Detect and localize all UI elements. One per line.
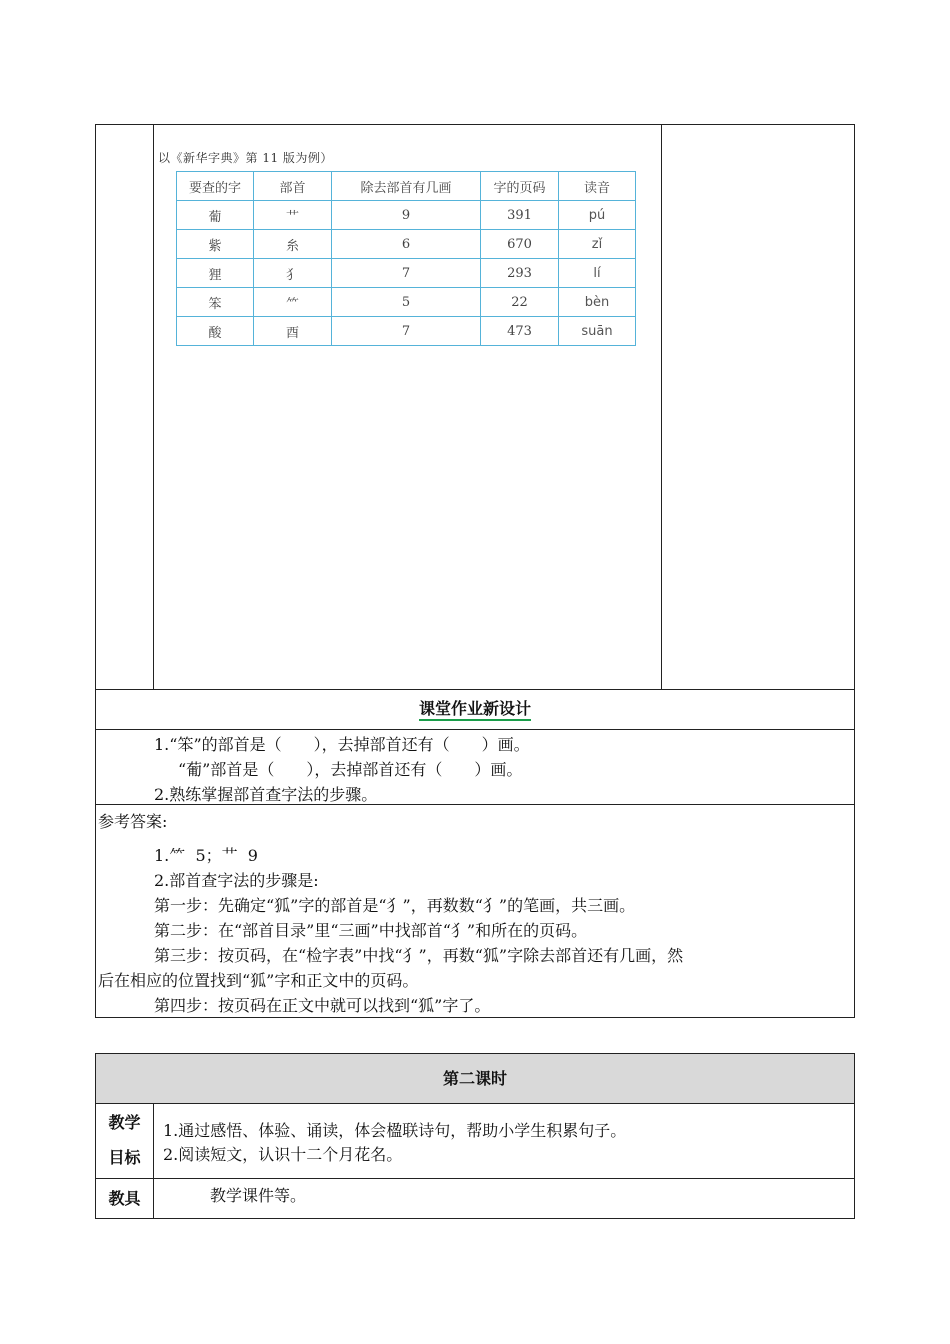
cell-char: 酸 — [177, 317, 254, 346]
dict-caption: 以《新华字典》第 11 版为例） — [158, 151, 333, 165]
table-row — [177, 230, 636, 259]
step-2: 第二步：在“部首目录”里“三画”中找部首“犭”和所在的页码。 — [154, 921, 588, 940]
goals-label-1: 教学 — [108, 1113, 141, 1132]
cell-char: 紫 — [177, 230, 254, 259]
tools-text: 教学课件等。 — [210, 1186, 307, 1205]
step-4: 第四步：按页码在正文中就可以找到“狐”字了。 — [154, 996, 491, 1015]
goal-2: 2.阅读短文，认识十二个月花名。 — [163, 1145, 403, 1164]
goal-1: 1.通过感悟、体验、诵读，体会楹联诗句，帮助小学生积累句子。 — [163, 1121, 627, 1140]
cell-page: 22 — [481, 288, 559, 317]
header-pinyin: 读音 — [559, 172, 636, 201]
cell-radical: ⺮ — [254, 288, 332, 317]
step-3b: 后在相应的位置找到“狐”字和正文中的页码。 — [98, 971, 419, 990]
cell-radical: 酉 — [254, 317, 332, 346]
cell-strokes: 7 — [332, 317, 481, 346]
cell-page: 293 — [481, 259, 559, 288]
cell-page: 391 — [481, 201, 559, 230]
table-row — [177, 259, 636, 288]
cell-radical: 艹 — [254, 201, 332, 230]
header-radical: 部首 — [254, 172, 332, 201]
cell-char: 狸 — [177, 259, 254, 288]
cell-pinyin: lí — [559, 259, 636, 288]
header-strokes: 除去部首有几画 — [332, 172, 481, 201]
cell-pinyin: bèn — [559, 288, 636, 317]
cell-radical: 糸 — [254, 230, 332, 259]
table-row — [177, 288, 636, 317]
table-row — [177, 317, 636, 346]
cell-pinyin: pú — [559, 201, 636, 230]
cell-char: 葡 — [177, 201, 254, 230]
step-3a: 第三步：按页码，在“检字表”中找“犭”，再数“狐”字除去部首还有几画，然 — [154, 946, 684, 965]
table-header-row — [177, 172, 636, 201]
table-row — [177, 201, 636, 230]
cell-strokes: 9 — [332, 201, 481, 230]
cell-radical: 犭 — [254, 259, 332, 288]
cell-pinyin: suān — [559, 317, 636, 346]
dictionary-lookup-table — [176, 171, 636, 346]
answer-2: 2.部首查字法的步骤是: — [154, 871, 319, 890]
question-1a: 1.“笨”的部首是（ ），去掉部首还有（ ）画。 — [154, 735, 530, 754]
answer-1: 1.⺮ 5；艹 9 — [154, 846, 258, 865]
cell-strokes: 5 — [332, 288, 481, 317]
cell-strokes: 6 — [332, 230, 481, 259]
homework-title: 课堂作业新设计 — [419, 699, 531, 721]
cell-strokes: 7 — [332, 259, 481, 288]
lesson2-title: 第二课时 — [442, 1069, 507, 1088]
tools-label: 教具 — [108, 1189, 141, 1208]
step-1: 第一步：先确定“狐”字的部首是“犭”，再数数“犭”的笔画，共三画。 — [154, 896, 636, 915]
cell-char: 笨 — [177, 288, 254, 317]
question-2: 2.熟练掌握部首查字法的步骤。 — [154, 785, 378, 804]
header-page: 字的页码 — [481, 172, 559, 201]
cell-page: 670 — [481, 230, 559, 259]
cell-pinyin: zǐ — [559, 230, 636, 259]
header-char: 要查的字 — [177, 172, 254, 201]
goals-label-2: 目标 — [108, 1148, 141, 1167]
answers-label: 参考答案: — [98, 812, 168, 831]
question-1b: “葡”部首是（ ），去掉部首还有（ ）画。 — [178, 760, 523, 779]
cell-page: 473 — [481, 317, 559, 346]
